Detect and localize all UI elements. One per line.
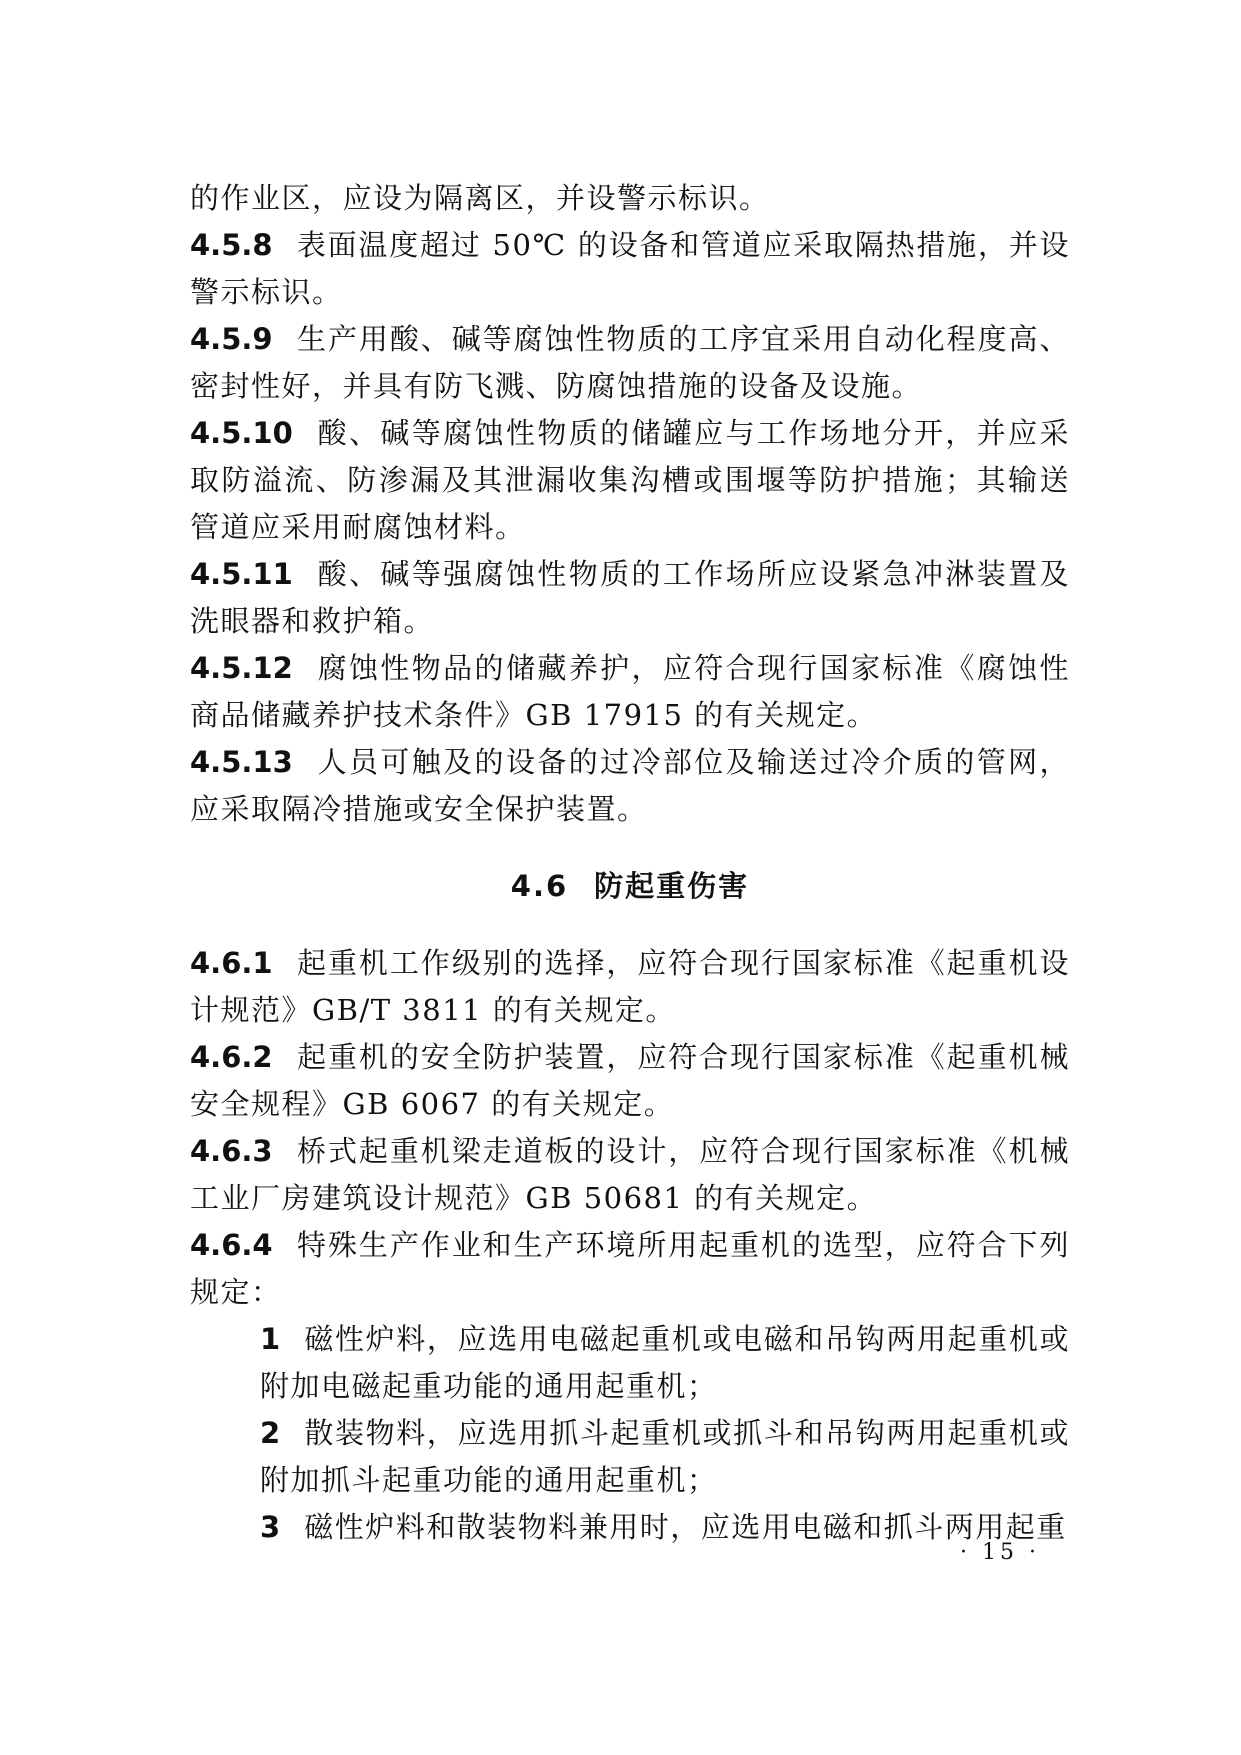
- section-number: 4.6: [510, 869, 569, 903]
- clause-text: 酸、碱等强腐蚀性物质的工作场所应设紧急冲淋装置及洗眼器和救护箱。: [190, 557, 1070, 638]
- clause-text: 生产用酸、碱等腐蚀性物质的工序宜采用自动化程度高、密封性好，并具有防飞溅、防腐蚀措施的设备及设施。: [190, 322, 1070, 403]
- clause-number: 4.5.10: [190, 416, 293, 450]
- item-text: 磁性炉料和散装物料兼用时，应选用电磁和抓斗两用起重: [304, 1510, 1067, 1544]
- clause-text: 特殊生产作业和生产环境所用起重机的选型，应符合下列规定：: [190, 1228, 1070, 1309]
- clause-number: 4.6.4: [190, 1228, 273, 1262]
- item-number: 3: [260, 1510, 281, 1544]
- clause-4-5-12: [190, 645, 1070, 739]
- clause-text: 起重机的安全防护装置，应符合现行国家标准《起重机械安全规程》GB 6067 的有关规定。: [190, 1040, 1070, 1121]
- section-heading: [190, 863, 1070, 910]
- clause-4-6-2: [190, 1034, 1070, 1128]
- item-number: 2: [260, 1416, 281, 1450]
- clause-text: 人员可触及的设备的过冷部位及输送过冷介质的管网，应采取隔冷措施或安全保护装置。: [190, 745, 1070, 826]
- clause-4-5-13: [190, 739, 1070, 833]
- item-number: 1: [260, 1322, 281, 1356]
- clause-4-5-8: [190, 222, 1070, 316]
- clause-4-6-1: [190, 940, 1070, 1034]
- list-item-1: [190, 1316, 1070, 1410]
- clause-text: 起重机工作级别的选择，应符合现行国家标准《起重机设计规范》GB/T 3811 的有关规定。: [190, 946, 1070, 1027]
- clause-4-5-10: [190, 410, 1070, 551]
- clause-4-5-9: [190, 316, 1070, 410]
- section-title: 防起重伤害: [594, 869, 750, 903]
- item-text: 磁性炉料，应选用电磁起重机或电磁和吊钩两用起重机或附加电磁起重功能的通用起重机；: [260, 1322, 1070, 1403]
- clause-number: 4.5.12: [190, 651, 293, 685]
- clause-4-6-3: [190, 1128, 1070, 1222]
- clause-number: 4.6.3: [190, 1134, 273, 1168]
- clause-number: 4.6.1: [190, 946, 273, 980]
- clause-text: 酸、碱等腐蚀性物质的储罐应与工作场地分开，并应采取防溢流、防渗漏及其泄漏收集沟槽或围堰等防护措施；其输送管道应采用耐腐蚀材料。: [190, 416, 1070, 544]
- list-item-2: [190, 1410, 1070, 1504]
- clause-4-6-4: [190, 1222, 1070, 1316]
- item-text: 散装物料，应选用抓斗起重机或抓斗和吊钩两用起重机或附加抓斗起重功能的通用起重机；: [260, 1416, 1070, 1497]
- clause-4-5-11: [190, 551, 1070, 645]
- clause-text: 腐蚀性物品的储藏养护，应符合现行国家标准《腐蚀性商品储藏养护技术条件》GB 17915 的有关规定。: [190, 651, 1070, 732]
- clause-number: 4.5.11: [190, 557, 293, 591]
- page-number: · 15 ·: [960, 1540, 1040, 1565]
- clause-number: 4.6.2: [190, 1040, 273, 1074]
- lead-paragraph: 的作业区，应设为隔离区，并设警示标识。: [190, 181, 770, 215]
- clause-number: 4.5.9: [190, 322, 273, 356]
- clause-text: 表面温度超过 50℃ 的设备和管道应采取隔热措施，并设警示标识。: [190, 228, 1070, 309]
- clause-text: 桥式起重机梁走道板的设计，应符合现行国家标准《机械工业厂房建筑设计规范》GB 50681 的有关规定。: [190, 1134, 1070, 1215]
- page-content: [190, 175, 1070, 1551]
- list-item-3: [190, 1504, 1070, 1551]
- clause-number: 4.5.13: [190, 745, 293, 779]
- clause-number: 4.5.8: [190, 228, 273, 262]
